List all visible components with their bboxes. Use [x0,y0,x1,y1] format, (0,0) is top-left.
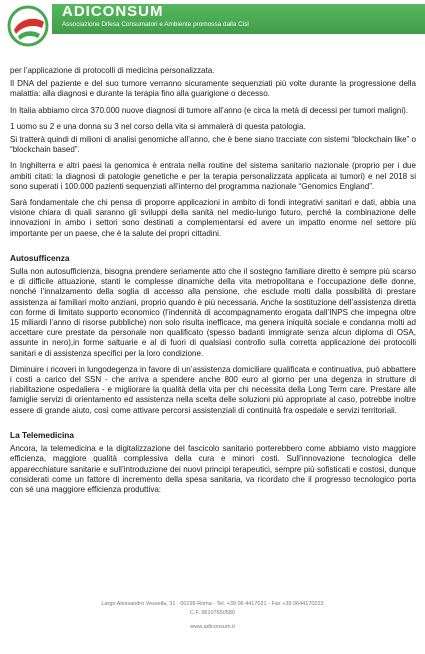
document-body [10,66,416,501]
footer-cf: C.F. 96107650580 [190,609,235,616]
paragraph: Sarà fondamentale che chi pensa di proporre applicazioni in ambito di fondi integrativi sanitari e dati, abbia una visione chiara di quali saranno gli sviluppi della sanità nel medio-lungo futuro, perché la combinazione delle innovazioni in ambo i settori sono destinati a complementarsi ed avere un impatto enorme nel settore più importante per un paese, che è la salute dei propri cittadini. [10,198,416,238]
paragraph: In Inghilterra e altri paesi la genomica è entrata nella routine del sistema sanitario nazionale (proprio per i due ambiti citati: la diagnosi di patologie genetiche e per la terapia personalizzata applicata ai tumori) e nel 2018 si sono superati i 100.000 pazienti sequenziati all’interno del programma nazionale “Genomics England”. [10,161,416,191]
section-heading-autosufficienza: Autosufficenza [10,252,70,263]
letterhead [0,0,425,58]
footer-address: Largo Alessandro Vessella, 31 - 00199 Roma - Tel. +39 06 4417021 - Fax +39 0644170223 [101,601,324,607]
section-heading-telemedicina: La Telemedicina [10,429,74,440]
paragraph: per l’applicazione di protocolli di medicina personalizzata. [10,66,215,75]
adiconsum-logo-icon [6,4,50,48]
brand-subtitle: Associazione Difesa Consumatori e Ambiente promossa dalla Cisl [62,21,249,28]
footer-website[interactable]: www.adiconsum.it [190,624,235,630]
paragraph: Sulla non autosufficienza, bisogna prendere seriamente atto che il sostegno familiare diretto è sempre più scarso e di difficile attuazione, stanti le complesse dinamiche della vita metropolitana e l’occupazione delle donne, nonché l’innalzamento della soglia di accesso alla pensione, che esclude molti dalla possibilità di prestare assistenza ai familiari molto anziani, proprio quando è più necessaria. Anche la sostituzione dell’assistenza diretta con forme di limitato supporto economico (l’indennità di accompagnamento erogata dall’INPS che impegna oltre 15 miliardi l’anno di risorse pubbliche) non solo risulta inefficace, ma genera iniquità sociale e condanna molti ad accettare cure prestate da personale non qualificato (spesso badanti immigrate senza alcun diploma di OSA, assunte in nero),in forme saltuarie e al di fuori di qualsiasi controllo sulla corretta applicazione dei protocolli sanitari e di assistenza specifici per la loro condizione. [10,267,416,358]
paragraph: 1 uomo su 2 e una donna su 3 nel corso della vita si ammalerà di questa patologia. [10,121,306,131]
paragraph: Il DNA del paziente e del suo tumore verranno sicuramente sequenziati più volte durante la progressione della malattia: alla diagnosi e durante la terapia fino alla guarigione o decesso. [10,79,416,99]
paragraph: Si tratterà quindi di milioni di analisi genomiche all’anno, che è bene siano tracciate con sistemi “blockchain like” o “blockchain based”. [10,135,416,155]
brand-name: ADICONSUM [62,3,164,20]
paragraph: Diminuire i ricoveri in lungodegenza in favore di un’assistenza domiciliare qualificata e continuativa, può abbattere i costi a carico del SSN - che arriva a spendere anche 800 euro al giorno per una degenza in strutture di riabilitazione ospedaliera - e migliorare la qualità della vita per chi necessita della Long Term care. Prestare alle famiglie servizi di orientamento ed assistenza nella scelta delle soluzioni più appropriate al caso, potrebbe inoltre essere di grande aiuto, così come attivare percorsi assistenziali di continuità fra ospedale e servizi territoriali. [10,364,416,415]
paragraph: In Italia abbiamo circa 370.000 nuove diagnosi di tumore all’anno (e circa la metà di decessi per tumori maligni). [10,105,409,115]
footer [0,600,425,654]
paragraph: Ancora, la telemedicina e la digitalizzazione del fascicolo sanitario porterebbero come abbiamo visto maggiore efficienza, maggiore qualità complessiva della cura e minori costi. Sull’innovazione tecnologica delle apparecchiature sanitarie e sull’introduzione dei nuovi principi terapeutici, sempre più sofisticati e costosi, dunque considerati come un fattore di incremento della spesa sanitaria, va ricordato che il progresso tecnologico porta con sé una maggiore efficienza produttiva: [10,444,416,494]
